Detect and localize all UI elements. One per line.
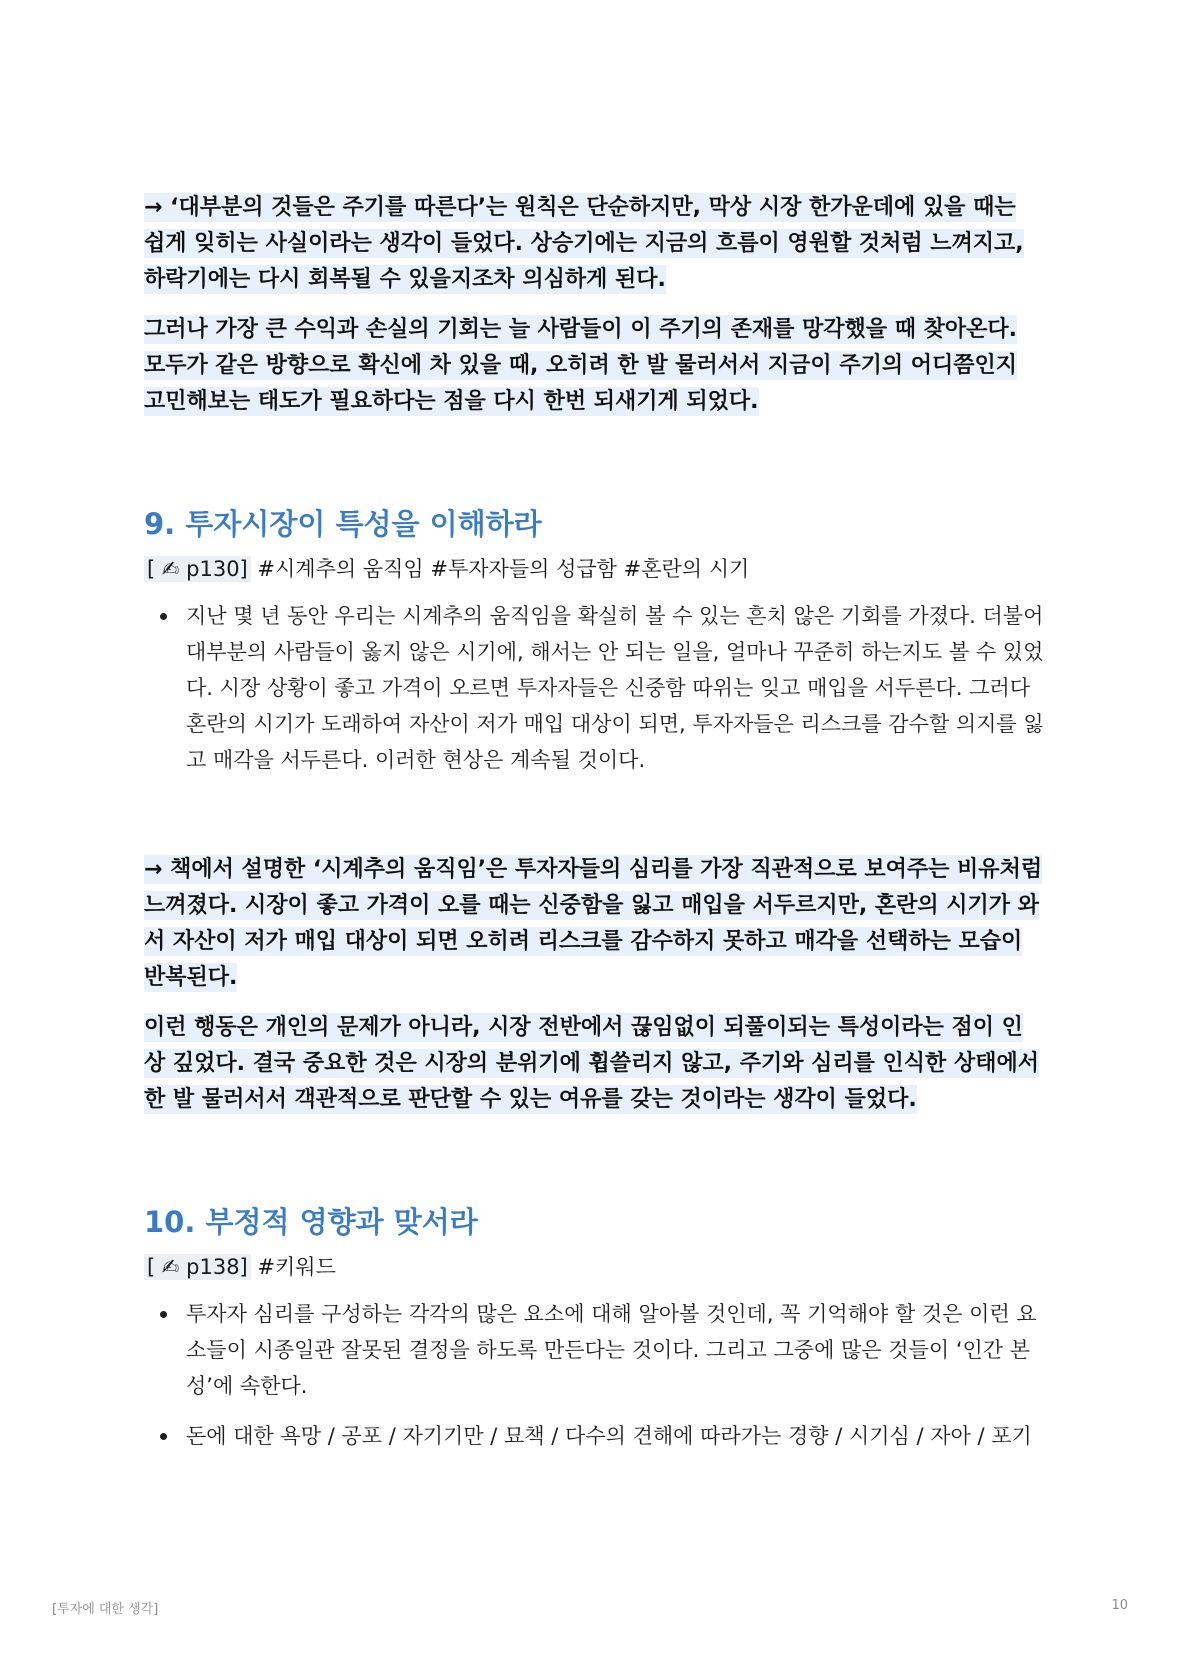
page-number: 10 (1111, 1598, 1128, 1613)
highlighted-text: 그러나 가장 큰 수익과 손실의 기회는 늘 사람들이 이 주기의 존재를 망각했을 때 찾아온다. 모두가 같은 방향으로 확신에 차 있을 때, 오히려 한 발 물러서서 지금이 주기의 어디쯤인지 고민해보는 태도가 필요하다는 점을 다시 한번 되새기게 되었다. (144, 317, 1018, 414)
section-heading-10: 10. 부정적 영향과 맞서라 (144, 1205, 478, 1239)
page-content (144, 190, 1044, 1468)
list-item: 돈에 대한 욕망 / 공포 / 자기기만 / 묘책 / 다수의 견해에 따라가는 경향 / 시기심 / 자아 / 포기 (186, 1418, 1044, 1454)
bullet-list (144, 1296, 1044, 1454)
footer-title: [투자에 대한 생각] (52, 1602, 159, 1617)
reflection-paragraph (144, 312, 1044, 420)
list-item: 투자자 심리를 구성하는 각각의 많은 요소에 대해 알아볼 것인데, 꼭 기억해야 할 것은 이런 요소들이 시종일관 잘못된 결정을 하도록 만든다는 것이다. 그리고 그중에 많은 것들이 ‘인간 본성’에 속한다. (186, 1296, 1044, 1404)
hashtags: #키워드 (250, 1255, 336, 1279)
highlighted-text: → 책에서 설명한 ‘시계추의 움직임’은 투자자들의 심리를 가장 직관적으로 보여주는 비유처럼 느껴졌다. 시장이 좋고 가격이 오를 때는 신중함을 잃고 매입을 서두르지만, 혼란의 시기가 와서 자산이 저가 매입 대상이 되면 오히려 리스크를 감수하지 못하고 매각을 선택하는 모습이 반복된다. (144, 857, 1043, 990)
page-reference: [ ✍ p138] (144, 1254, 251, 1280)
section-heading-9: 9. 투자시장이 특성을 이해하라 (144, 507, 542, 541)
list-item: 지난 몇 년 동안 우리는 시계추의 움직임을 확실히 볼 수 있는 흔치 않은 기회를 가졌다. 더불어 대부분의 사람들이 옳지 않은 시기에, 해서는 안 되는 일을, 얼마나 꾸준히 하는지도 볼 수 있었다. 시장 상황이 좋고 가격이 오르면 투자자들은 신중함 따위는 잊고 매입을 서두른다. 그러다 혼란의 시기가 도래하여 자산이 저가 매입 대상이 되면, 투자자들은 리스크를 감수할 의지를 잃고 매각을 서두른다. 이러한 현상은 계속될 것이다. (186, 598, 1044, 778)
highlighted-text: → ‘대부분의 것들은 주기를 따른다’는 원칙은 단순하지만, 막상 시장 한가운데에 있을 때는 쉽게 잊히는 사실이라는 생각이 들었다. 상승기에는 지금의 흐름이 영원할 것처럼 느껴지고, 하락기에는 다시 회복될 수 있을지조차 의심하게 된다. (144, 195, 1024, 292)
reflection-paragraph (144, 852, 1044, 996)
page-reference: [ ✍ p130] (144, 556, 251, 582)
section-tagline (144, 1250, 1044, 1284)
reflection-paragraph (144, 1010, 1044, 1118)
highlighted-text: 이런 행동은 개인의 문제가 아니라, 시장 전반에서 끊임없이 되풀이되는 특성이라는 점이 인상 깊었다. 결국 중요한 것은 시장의 분위기에 휩쓸리지 않고, 주기와 심리를 인식한 상태에서 한 발 물러서서 객관적으로 판단할 수 있는 여유를 갖는 것이라는 생각이 들었다. (144, 1015, 1039, 1112)
bullet-list (144, 598, 1044, 778)
reflection-paragraph (144, 190, 1044, 298)
hashtags: #시계추의 움직임 #투자자들의 성급함 #혼란의 시기 (250, 557, 750, 581)
section-tagline (144, 552, 1044, 586)
